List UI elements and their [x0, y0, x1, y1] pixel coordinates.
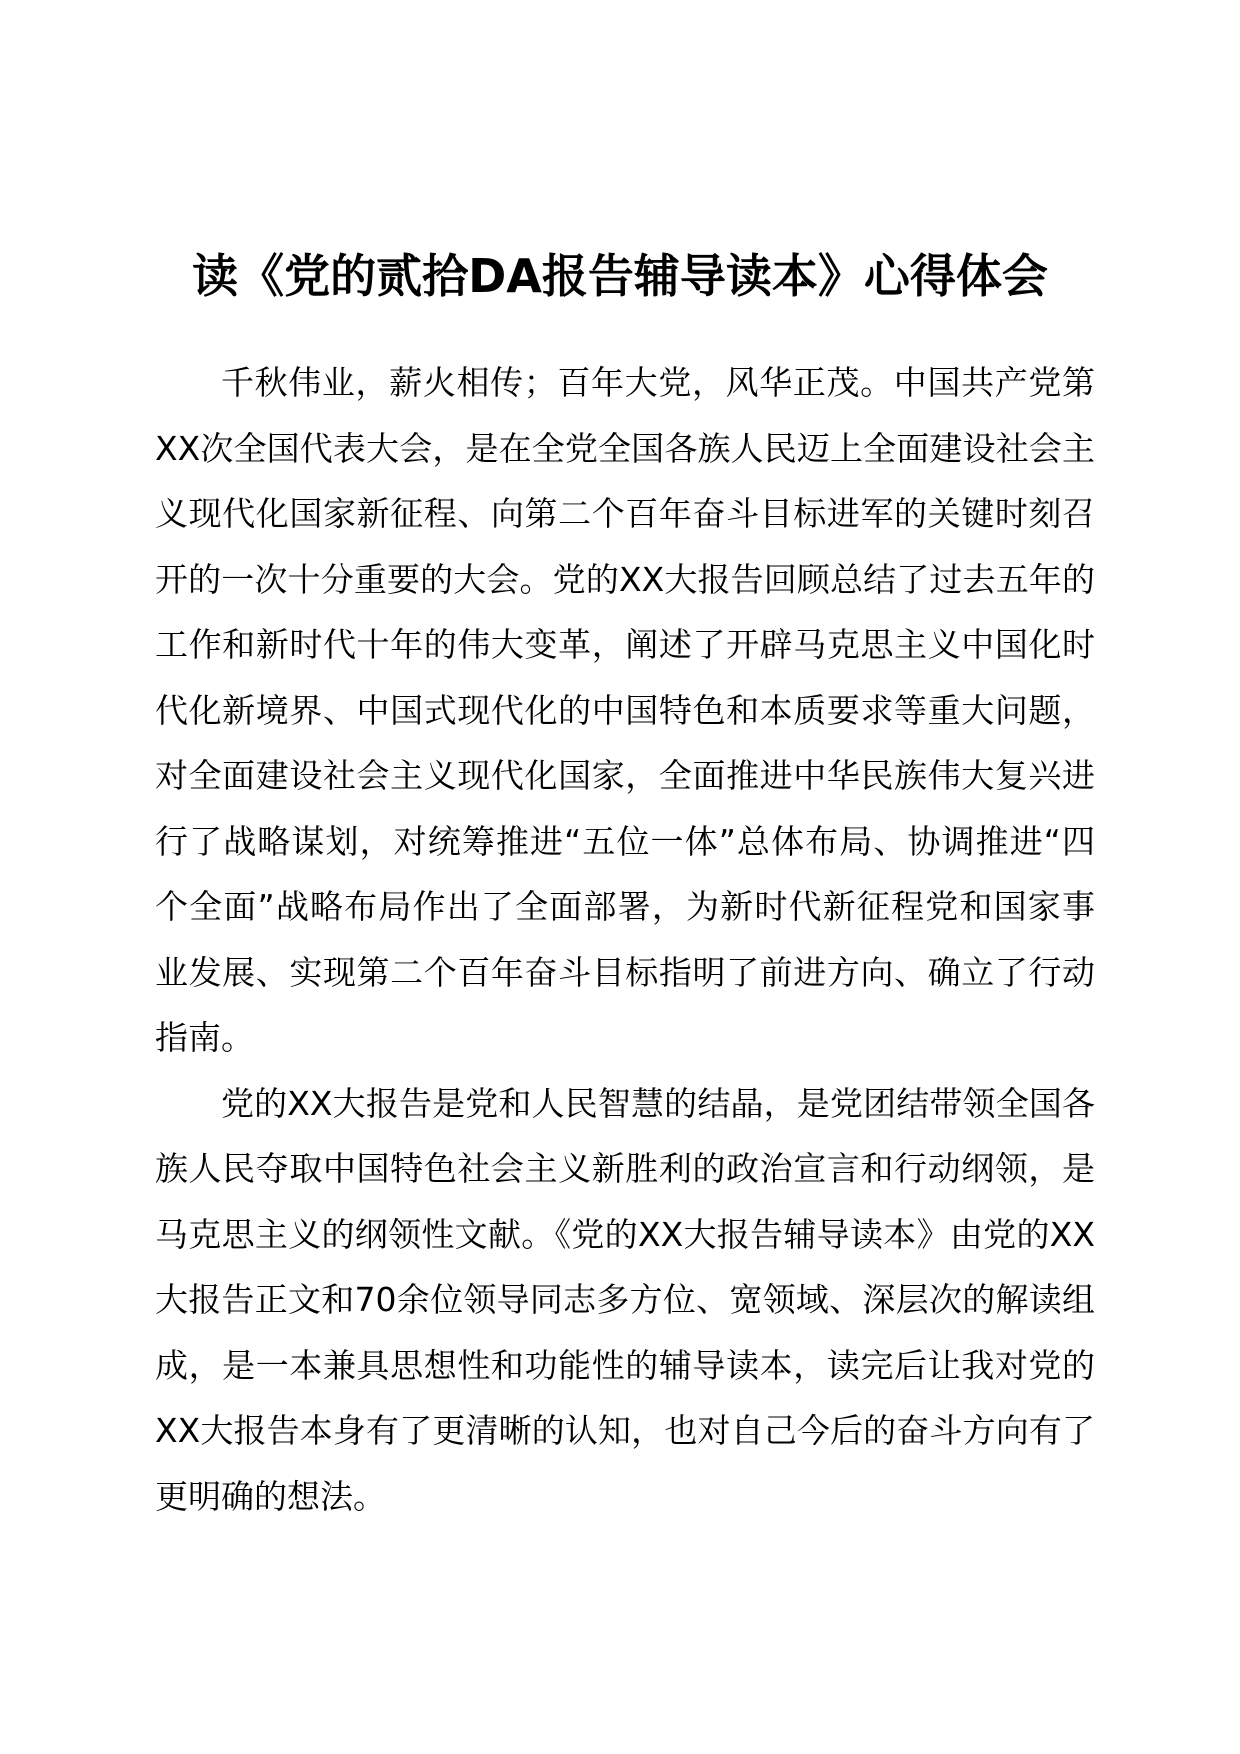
paragraph-1: 千秋伟业，薪火相传；百年大党，风华正茂。中国共产党第XX次全国代表大会，是在全党全国各族人民迈上全面建设社会主义现代化国家新征程、向第二个百年奋斗目标进军的关键时刻召开的一次十分重要的大会。党的XX大报告回顾总结了过去五年的工作和新时代十年的伟大变革，阐述了开辟马克思主义中国化时代化新境界、中国式现代化的中国特色和本质要求等重大问题，对全面建设社会主义现代化国家，全面推进中华民族伟大复兴进行了战略谋划，对统筹推进“五位一体”总体布局、协调推进“四个全面”战略布局作出了全面部署，为新时代新征程党和国家事业发展、实现第二个百年奋斗目标指明了前进方向、确立了行动指南。 [155, 363, 1095, 1057]
document-title: 读《党的贰拾DA报告辅导读本》心得体会 [192, 249, 1048, 303]
paragraph-2: 党的XX大报告是党和人民智慧的结晶，是党团结带领全国各族人民夺取中国特色社会主义新胜利的政治宣言和行动纲领，是马克思主义的纲领性文献。《党的XX大报告辅导读本》由党的XX大报告正文和70余位领导同志多方位、宽领域、深层次的解读组成，是一本兼具思想性和功能性的辅导读本，读完后让我对党的XX大报告本身有了更清晰的认知，也对自己今后的奋斗方向有了更明确的想法。 [155, 1083, 1095, 1516]
document-body [155, 350, 1095, 1529]
